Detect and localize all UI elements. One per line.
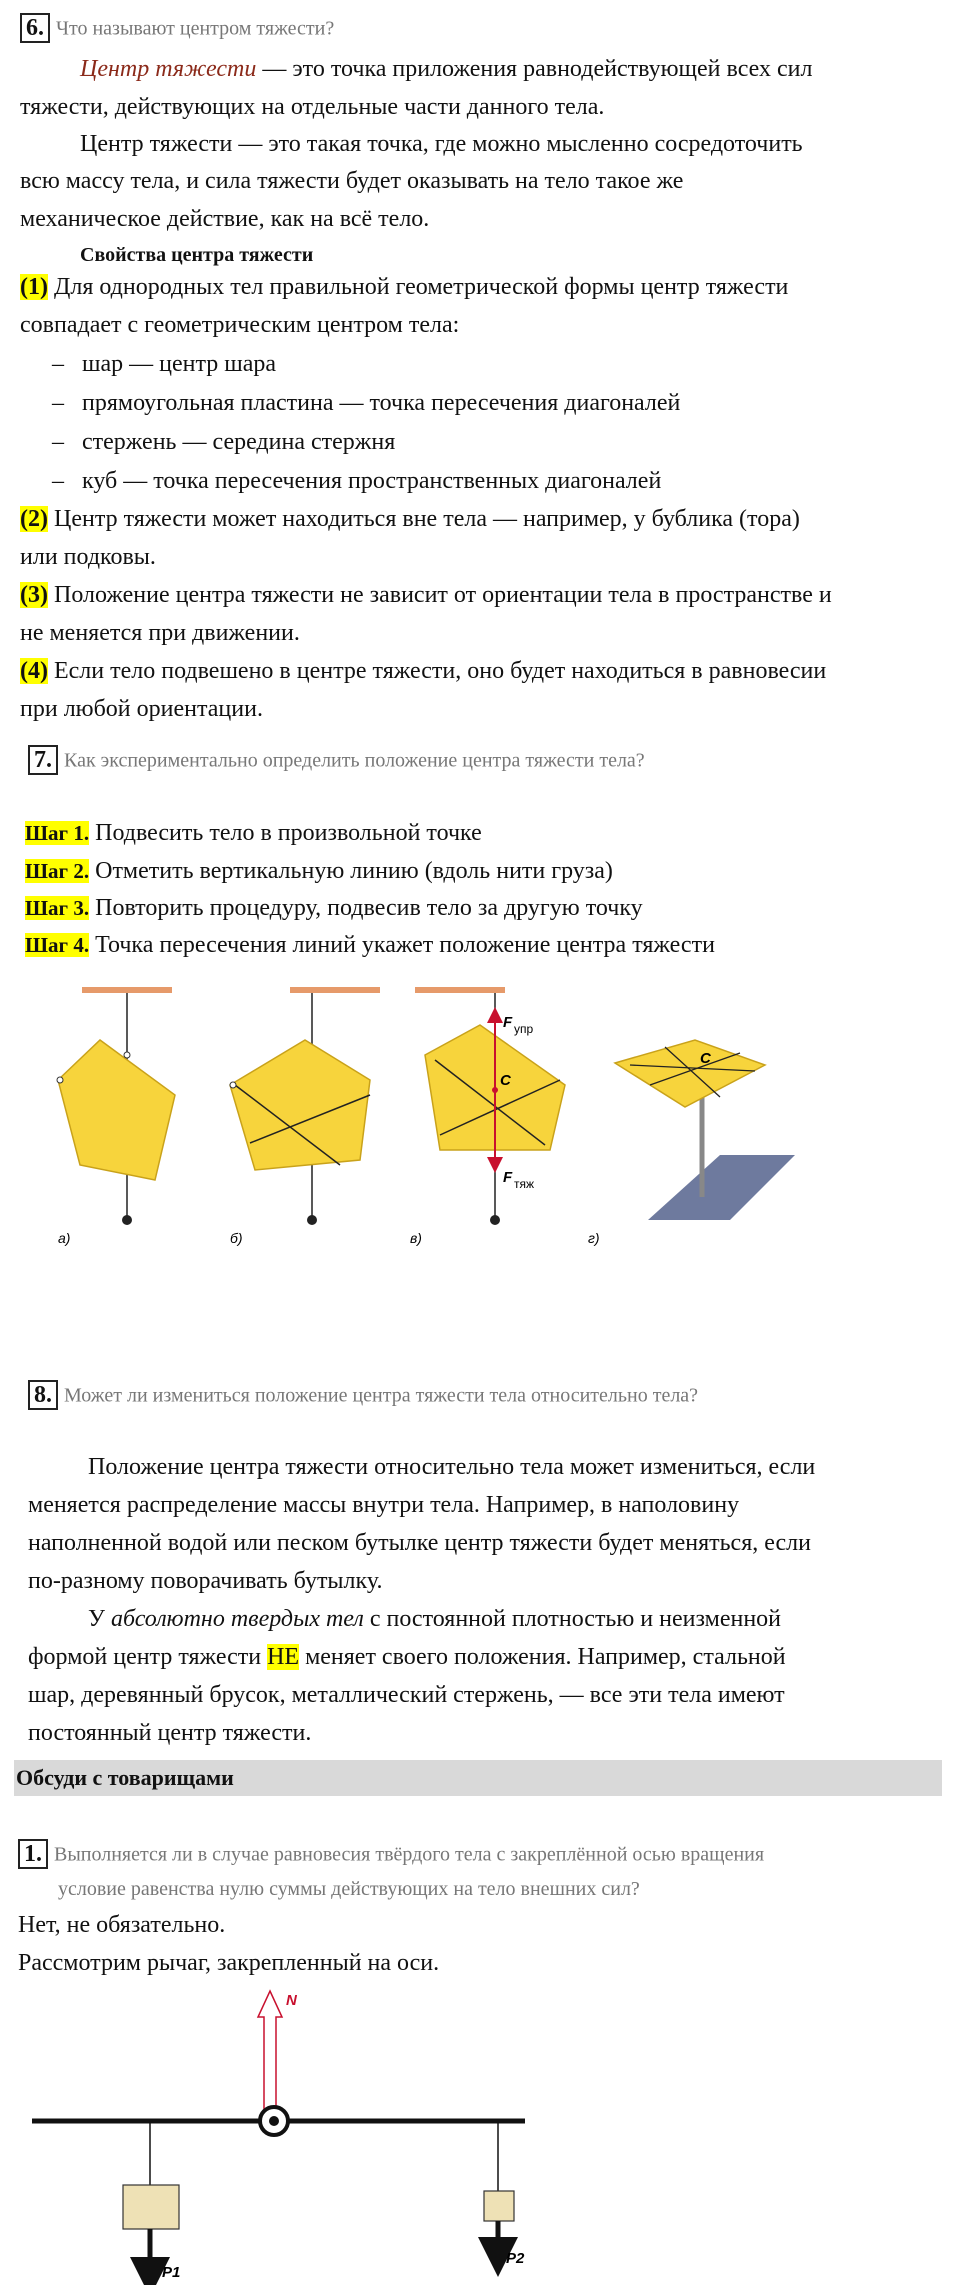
question-text: Как экспериментально определить положение центра тяжести тела?: [64, 749, 645, 772]
definition-line-2: тяжести, действующих на отдельные части данного тела.: [20, 94, 605, 120]
property-1-line-2: совпадает с геометрическим центром тела:: [20, 312, 460, 338]
force-gravity-label: F: [503, 1169, 513, 1186]
figure-label: в): [410, 1230, 422, 1246]
discuss-question-1: 1. Выполняется ли в случае равновесия твёрдого тела с закреплённой осью вращения: [18, 1836, 938, 1871]
force-label: P2: [506, 2250, 525, 2267]
force-gravity-subscript: тяж: [514, 1177, 535, 1191]
question-number: 8.: [28, 1380, 58, 1410]
force-elastic-subscript: упр: [514, 1022, 534, 1036]
answer-line: Рассмотрим рычаг, закрепленный на оси.: [18, 1950, 440, 1976]
figure-label: а): [58, 1230, 71, 1246]
paragraph-line: Центр тяжести — это такая точка, где можно мысленно сосредоточить: [80, 131, 803, 157]
center-of-gravity-figure: [40, 975, 820, 1255]
lever-diagram: [20, 1985, 540, 2285]
step-2: Шаг 2. Отметить вертикальную линию (вдоль нити груза): [25, 858, 613, 884]
question-6-header: [20, 8, 940, 47]
paragraph-line: по-разному поворачивать бутылку.: [28, 1568, 383, 1594]
paragraph-line: Положение центра тяжести относительно тела может измениться, если: [88, 1454, 816, 1480]
list-item: – прямоугольная пластина — точка пересечения диагоналей: [52, 390, 681, 416]
paragraph-line: У абсолютно твердых тел с постоянной плотностью и неизменной: [88, 1606, 782, 1632]
panel-d: [588, 1040, 795, 1246]
property-3-line-2: не меняется при движении.: [20, 620, 300, 646]
paragraph-line: наполненной водой или песком бутылке центр тяжести будет меняться, если: [28, 1530, 811, 1556]
question-7-header: [28, 740, 948, 779]
step-3: Шаг 3. Повторить процедуру, подвесив тело за другую точку: [25, 895, 643, 921]
panel-c: [410, 987, 565, 1246]
list-item: – куб — точка пересечения пространственных диагоналей: [52, 468, 662, 494]
definition-line-1: Центр тяжести — это точка приложения равнодействующей всех сил: [80, 56, 813, 82]
question-text: Что называют центром тяжести?: [56, 17, 335, 40]
paragraph-line: всю массу тела, и сила тяжести будет оказывать на тело такое же: [20, 168, 684, 194]
question-8-header: [28, 1375, 948, 1414]
property-number: (1): [20, 274, 48, 300]
property-2: (2) Центр тяжести может находиться вне тела — например, у бублика (тора): [20, 506, 800, 532]
question-number: 7.: [28, 745, 58, 775]
section-header: Обсуди с товарищами: [14, 1760, 942, 1796]
question-number: 6.: [20, 13, 50, 43]
highlighted-word: НЕ: [267, 1644, 300, 1670]
paragraph-line: шар, деревянный брусок, металлический стержень, — все эти тела имеют: [28, 1682, 785, 1708]
property-4: (4) Если тело подвешено в центре тяжести, оно будет находиться в равновесии: [20, 658, 827, 684]
center-label: C: [500, 1072, 511, 1089]
properties-title: Свойства центра тяжести: [80, 244, 314, 266]
answer-line: Нет, не обязательно.: [18, 1912, 226, 1938]
property-1: (1) Для однородных тел правильной геометрической формы центр тяжести: [20, 274, 789, 300]
step-4: Шаг 4. Точка пересечения линий укажет положение центра тяжести: [25, 932, 715, 958]
load-p2: [484, 2191, 514, 2221]
question-text: Может ли измениться положение центра тяжести тела относительно тела?: [64, 1384, 699, 1407]
paragraph-line: формой центр тяжести НЕ меняет своего положения. Например, стальной: [28, 1644, 786, 1670]
load-p1: [123, 2185, 179, 2229]
center-label: C: [700, 1050, 711, 1067]
normal-force-arrow: [258, 1991, 298, 2115]
step-1: Шаг 1. Подвесить тело в произвольной точке: [25, 820, 482, 846]
property-number: (2): [20, 506, 48, 532]
paragraph-line: меняется распределение массы внутри тела. Например, в наполовину: [28, 1492, 740, 1518]
property-2-line-2: или подковы.: [20, 544, 156, 570]
panel-b: [230, 987, 380, 1246]
figure-label: б): [230, 1230, 243, 1246]
list-item: – шар — центр шара: [52, 351, 277, 377]
force-elastic-label: F: [503, 1014, 513, 1031]
force-label: N: [286, 1992, 297, 2009]
property-number: (3): [20, 582, 48, 608]
paragraph-line: механическое действие, как на всё тело.: [20, 206, 430, 232]
definition-term: Центр тяжести: [80, 56, 257, 82]
discuss-question-1-line-2: условие равенства нулю суммы действующих на тело внешних сил?: [58, 1878, 640, 1900]
property-number: (4): [20, 658, 48, 684]
property-3: (3) Положение центра тяжести не зависит от ориентации тела в пространстве и: [20, 582, 832, 608]
property-4-line-2: при любой ориентации.: [20, 696, 263, 722]
panel-a: [57, 987, 175, 1246]
figure-label: г): [588, 1230, 600, 1246]
question-number: 1.: [18, 1839, 48, 1869]
list-item: – стержень — середина стержня: [52, 429, 396, 455]
force-label: P1: [162, 2264, 181, 2281]
paragraph-line: постоянный центр тяжести.: [28, 1720, 312, 1746]
